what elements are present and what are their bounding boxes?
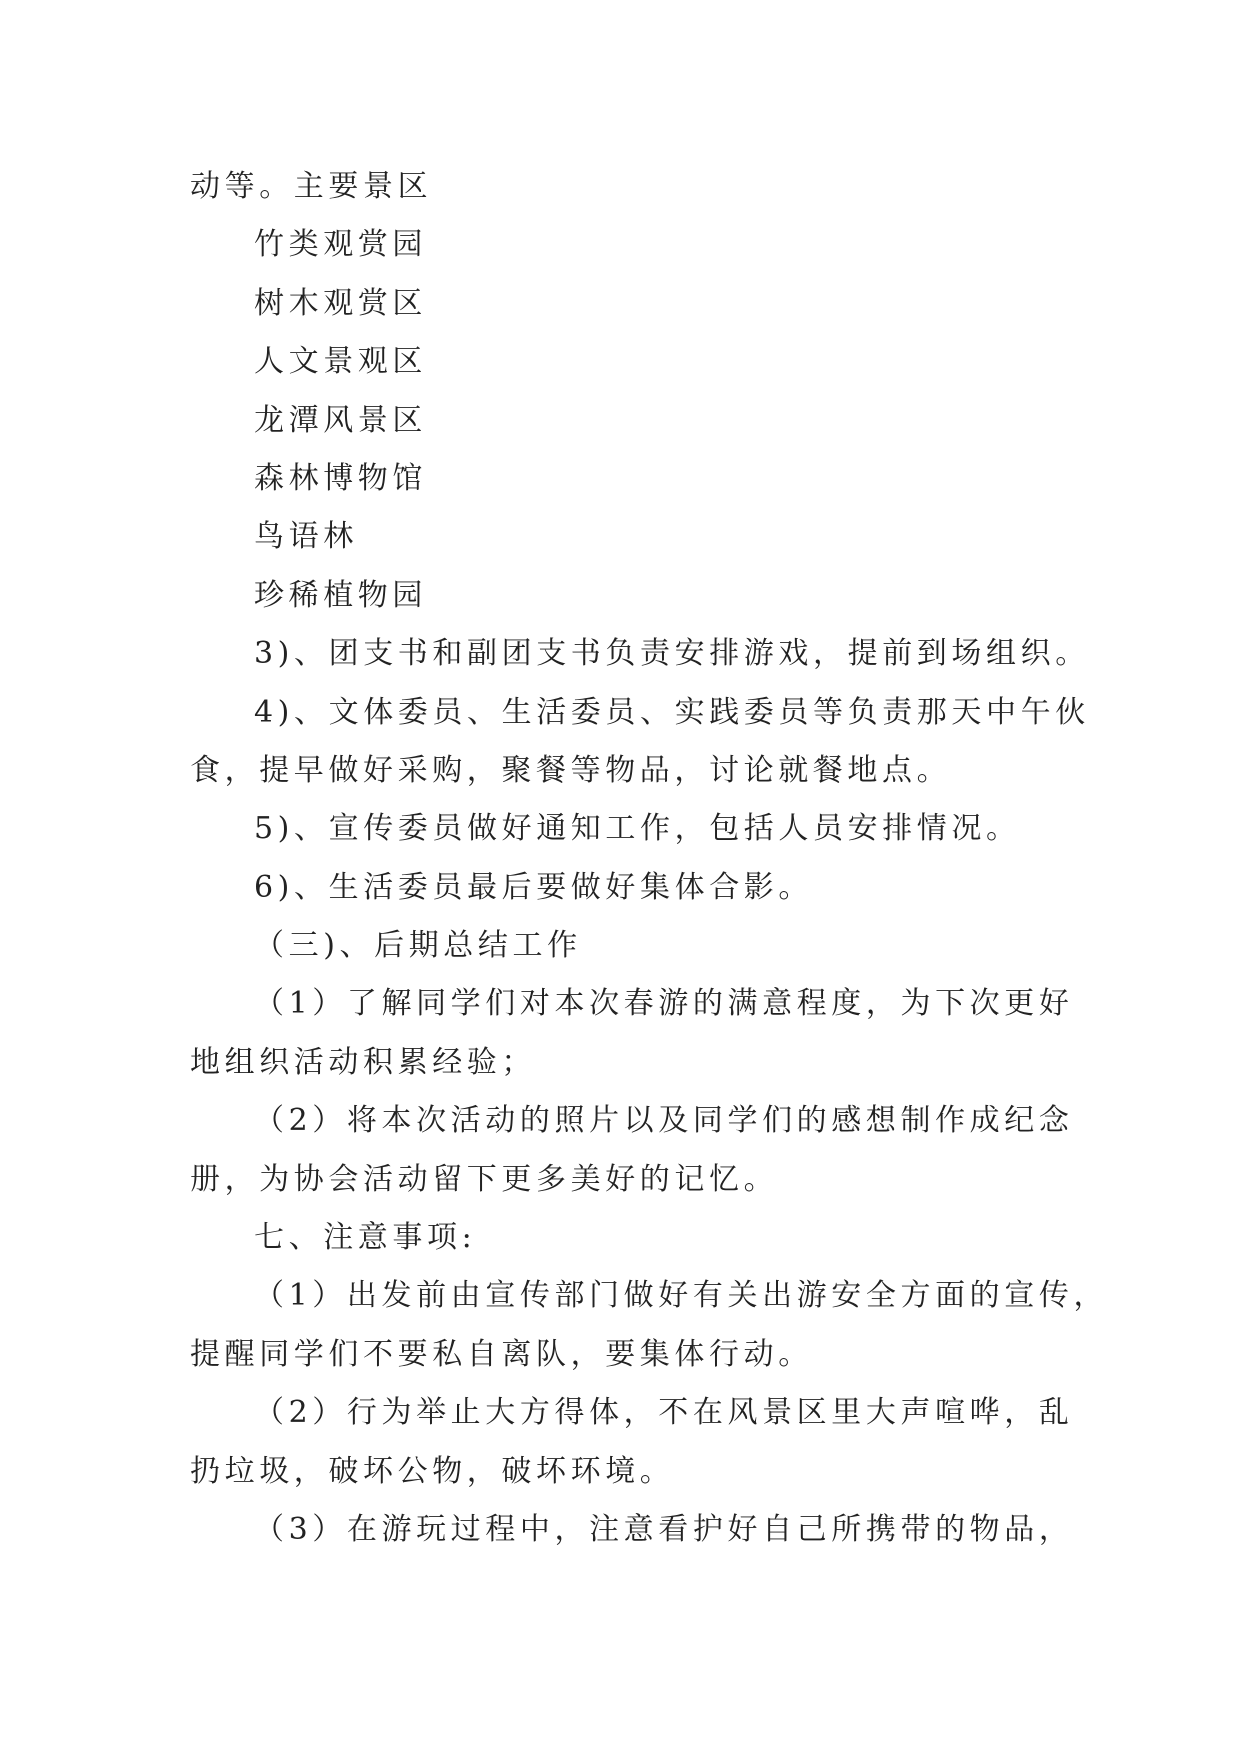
text-line: 4)、文体委员、生活委员、实践委员等负责那天中午伙 bbox=[254, 694, 1090, 730]
text-line: 龙潭风景区 bbox=[254, 402, 427, 438]
text-line: 3)、团支书和副团支书负责安排游戏，提前到场组织。 bbox=[254, 636, 1090, 672]
text-line: 5)、宣传委员做好通知工作，包括人员安排情况。 bbox=[254, 811, 1021, 847]
text-line: 动等。主要景区 bbox=[190, 169, 433, 204]
text-line: 册，为协会活动留下更多美好的记忆。 bbox=[190, 1161, 779, 1197]
text-line: 竹类观赏园 bbox=[254, 227, 427, 263]
text-line: （1）出发前由宣传部门做好有关出游安全方面的宣传， bbox=[254, 1278, 1109, 1314]
text-line: （1）了解同学们对本次春游的满意程度，为下次更好 bbox=[254, 986, 1074, 1022]
text-line: 鸟语林 bbox=[254, 519, 358, 555]
text-line: 提醒同学们不要私自离队，要集体行动。 bbox=[190, 1336, 813, 1372]
text-line: （3）在游玩过程中，注意看护好自己所携带的物品， bbox=[254, 1511, 1074, 1547]
text-line: 食，提早做好采购，聚餐等物品，讨论就餐地点。 bbox=[190, 752, 952, 788]
document-body bbox=[190, 158, 1109, 1559]
text-line: 地组织活动积累经验； bbox=[190, 1044, 536, 1080]
text-line: （三)、后期总结工作 bbox=[254, 928, 582, 964]
text-line: 6)、生活委员最后要做好集体合影。 bbox=[254, 869, 813, 905]
text-line: （2）将本次活动的照片以及同学们的感想制作成纪念 bbox=[254, 1103, 1074, 1139]
text-line: 森林博物馆 bbox=[254, 460, 427, 496]
text-line: 珍稀植物园 bbox=[254, 577, 427, 613]
text-line: 扔垃圾，破坏公物，破坏环境。 bbox=[190, 1453, 675, 1489]
text-line: 人文景观区 bbox=[254, 344, 427, 380]
text-line: 七、注意事项: bbox=[254, 1220, 477, 1256]
text-line: （2）行为举止大方得体，不在风景区里大声喧哗，乱 bbox=[254, 1395, 1074, 1431]
text-line: 树木观赏区 bbox=[254, 285, 427, 321]
